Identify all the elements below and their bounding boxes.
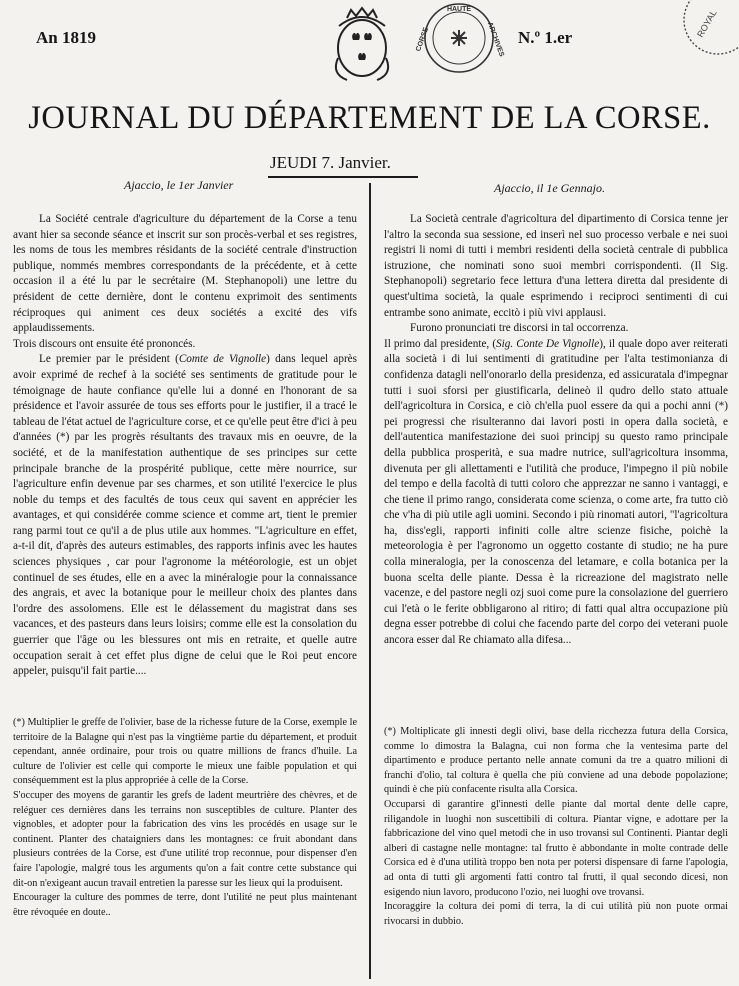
date-underline [268,176,418,178]
year-label: An 1819 [36,28,96,47]
french-p3-lead: Le premier par le président ( [39,353,179,366]
fleur-de-lis-crest [325,6,399,86]
italian-paragraph-2: Furono pronunciati tre discorsi in tal occorrenza. [410,322,629,335]
french-footnote-1: (*) Multiplier le greffe de l'olivier, base de la richesse future de la Corse, exemple le territoire de la Balagne qui n'est pas la vingtième partie du département, et produit cependant, année ordinaire, pour trois ou quatre millions de francs d'huile. La culture de l'olivier est celle qui comporte le mieux une faible population et qui conséquemment est la plus appropriée à celle de la Corse. [13,717,357,787]
italian-president-name: Sig. Conte De Vignolle [496,337,600,350]
french-paragraph-1: La Société centrale d'agriculture du département de la Corse a tenu avant hier sa seconde séance et inscrit sur son procès-verbal et ses registres, les noms de tous les membres résidants de la société centrale d'instruction publique, nommés membres correspondants de la précédente, et à cette occasion il a été lu par le secrétaire (M. Stephanopoli) une lettre du président de cette dernière, dont le contenu exprimoit des sentiments réciproques qui animent ces deux sociétés a excité des vifs applaudissements. [13,213,357,335]
italian-paragraph-3 [384,337,728,649]
italian-column [384,212,728,649]
issue-date: JEUDI 7. Janvier. [270,153,391,172]
french-footnote-3: Encourager la culture des pommes de terre, dont l'utilité ne peut plus maintenant être révoquée en doute.. [13,892,357,918]
french-paragraph-2: Trois discours ont ensuite été prononcés. [13,337,196,350]
place-date-italian: Ajaccio, il 1e Gennajo. [494,181,605,195]
seal-right-text: ARCHIVES [485,21,505,58]
italian-paragraph-1: La Società centrale d'agricoltura del dipartimento di Corsica tenne jer l'altro la seconda sua sessione, ed inserì nel suo processo verbale e nei suoi registri li nomi di tutti i membri residenti della società centrale di pubblica istruzione, che nominati sono suoi membri corrispondenti. (Il Sig. Stephanopoli) segretario fece lettura d'una lettera diretta dal presidente di quest'ultima società, la quale esprimendo i reciproci sentimenti di cui entrambe sono animate, eccitò i più vivi applausi. [384,213,728,319]
french-footnote-2: S'occuper des moyens de garantir les grefs de ladent meurtrière des chèvres, et de reléguer ces dernières dans les terrains non susceptibles de culture. Planter des vignobles, et adopter pour la fabrication des vins les procédés en usage sur le continent. Planter des chataigniers dans les montagnes: ce fruit abondant dans plusieurs contrées de la Corse, est d'une utilité trop reconnue, pour dispenser d'en faire l'apologie, malgré tous les arguments qu'on a fait contre cette substance qui dit-on n'exigeant aucun travail entretien la paresse sur les lieux qui la produisent. [13,789,357,889]
seal-left-text: CORSE [415,26,431,53]
stamp-text: ROYAL [695,8,719,39]
newspaper-title: JOURNAL DU DÉPARTEMENT DE LA CORSE. [28,100,711,136]
archives-seal [412,0,506,82]
french-paragraph-3 [13,352,357,679]
italian-footnote-3: Incoraggire la coltura dei pomi di terra, la di cui utilità più non puote ormai rivocarsi in dubbio. [384,901,728,927]
seal-top-text: HAUTE [446,6,472,13]
french-president-name: Comte de Vignolle [178,353,267,366]
column-divider [369,183,371,979]
italian-footnote-2: Occuparsi di garantire gl'innesti delle piante dal mortal dente delle capre, riligandole in luoghi non suscettibili di coltura. Piantar vigne, e adottare per la fabbricazione del vino quel metodi che in uso trovansi sul Continenti. Piantar degli alberi di castagne nelle montagne: tal frutto è abbondante in molte contrade delle Corsica ed è d'una utilità troppo ben nota per potersi dispensare di farne l'apologia, ad onta di tutti gli argomenti fatti contro tal frutti, il qual secondo dicesi, non esigendo niun lavoro, producono l'ozio, nei luoghi ove trovansi. [384,798,728,898]
french-p3-body: ) dans lequel après avoir exprimé de rechef à la société ses sentiments de gratitude pour le témoignage de haute confiance qu'elle lui a donné en l'honorant de sa présidence et l'avoir assurée de tous ses efforts pour le justifier, il a tracé le tableau de l'état actuel de l'agriculture corse, et ce qu'elle peut être d'ici à peu d'années (*) par les progrès résultants des travaux mis en oeuvre, de la société, et de la manifestation authentique de ses principes sur cette principale branche de la prospérité publique, cette mère nourrice, sur l'agriculture enfin devenue par ses charmes, et son utilité l'exercice le plus noble du temps et des facultés de tous ceux qui savent en apprécier les avantages, et qui considérée comme science et comme art, tient le premier rang parmi tout ce qu'il a de plus utile aux hommes. "L'agriculture en effet, a-t-il dit, d'après des auteurs estimables, des rapports infinis avec les hautes sciences physiques , car pour l'agronome la météorologie, est un objet continuel de ses études, elle en a avec la minéralogie pour la connaissance des angrais, et avec la botanique pour le meilleur choix des plantes dans l'ordre des assolomens. Elle est le délassement du magistrat dans ses vacances, et des pasteurs dans leurs loisirs; comme elle est la consolation du guerrier que l'âge ou les blessures ont mis en retraite, et quelle autre occupation serait à cet effet plus digne de celui que le Roi peut encore appeler, puisqu'il fait partie.... [13,353,358,678]
italian-p3-lead: Il primo dal presidente, ( [384,337,497,350]
royal-stamp [668,0,739,64]
french-footnotes [13,716,357,920]
issue-number: N.º 1.er [518,28,573,47]
italian-p3-body: ), il quale dopo aver reiterati alla società i di lui sentimenti di gratitudine per l'alta testimonianza di confidenza datagli nell'onorarlo della presidenza, ed assicuratala d'impegnar tutti i suoi sforsi per giustificarla, delineò il qudro dello stato attuale dell'agricoltura in Corsica, e ciò ch'ella puol essere da qui a pochi anni (*) pei progressi che risulteranno dai lavori posti in opera dalla società, e dell'autentica manifestazione dei suoi principj su questo ramo principale della pubblica prosperità, e sua madre nutrice, sull'agricoltura insomma, divenuta per gli allettamenti e l'utilità che produce, l'impegno il più nobile del tempo e della facoltà di tutti coloro che apprezzar ne sanno i vantaggi, e che tiene il primo rango, considerata come scienza, o come arte, fra tutto ciò che v'ha di più utile agli uomini. Secondo i più rinomati autori, "l'agricoltura ha, diss'egli, rapporti infiniti colle altre scienze fisiche, poichè la meteorologia è per l'agronomo un oggetto costante di studio; ne ha pure colla mineralogia, per la conoscenza del letamare, e colla botanica per la buona scelta delle piante. Dessa è la ricreazione del magistrato nelle vacenze, e del pastore negli ozj suoi come pure la consolazione del guerriero cui l'età o le ferite obbligarono al ritiro; di fatti qual altra occupazione più degna esser potrebbe di colui che facendo parte del corpo dei veterani puole ancora esser dal Re chiamato alla difesa... [384,337,729,647]
italian-footnote-1: (*) Moltiplicate gli innesti degli olivi, base della ricchezza futura della Corsica, comme lo dimostra la Balagna, cui non forma che la ventesima parte del dipartimento e produce pertanto nelle annate comuni da tre a quatro milioni di franchi d'olio, tal coltura è quella che più conviene ad una debode popolazione; quindi è che più confacente risulta alla Corsica. [384,726,728,796]
italian-footnotes [384,725,728,929]
place-date-french: Ajaccio, le 1er Janvier [124,178,234,192]
french-column [13,212,357,680]
